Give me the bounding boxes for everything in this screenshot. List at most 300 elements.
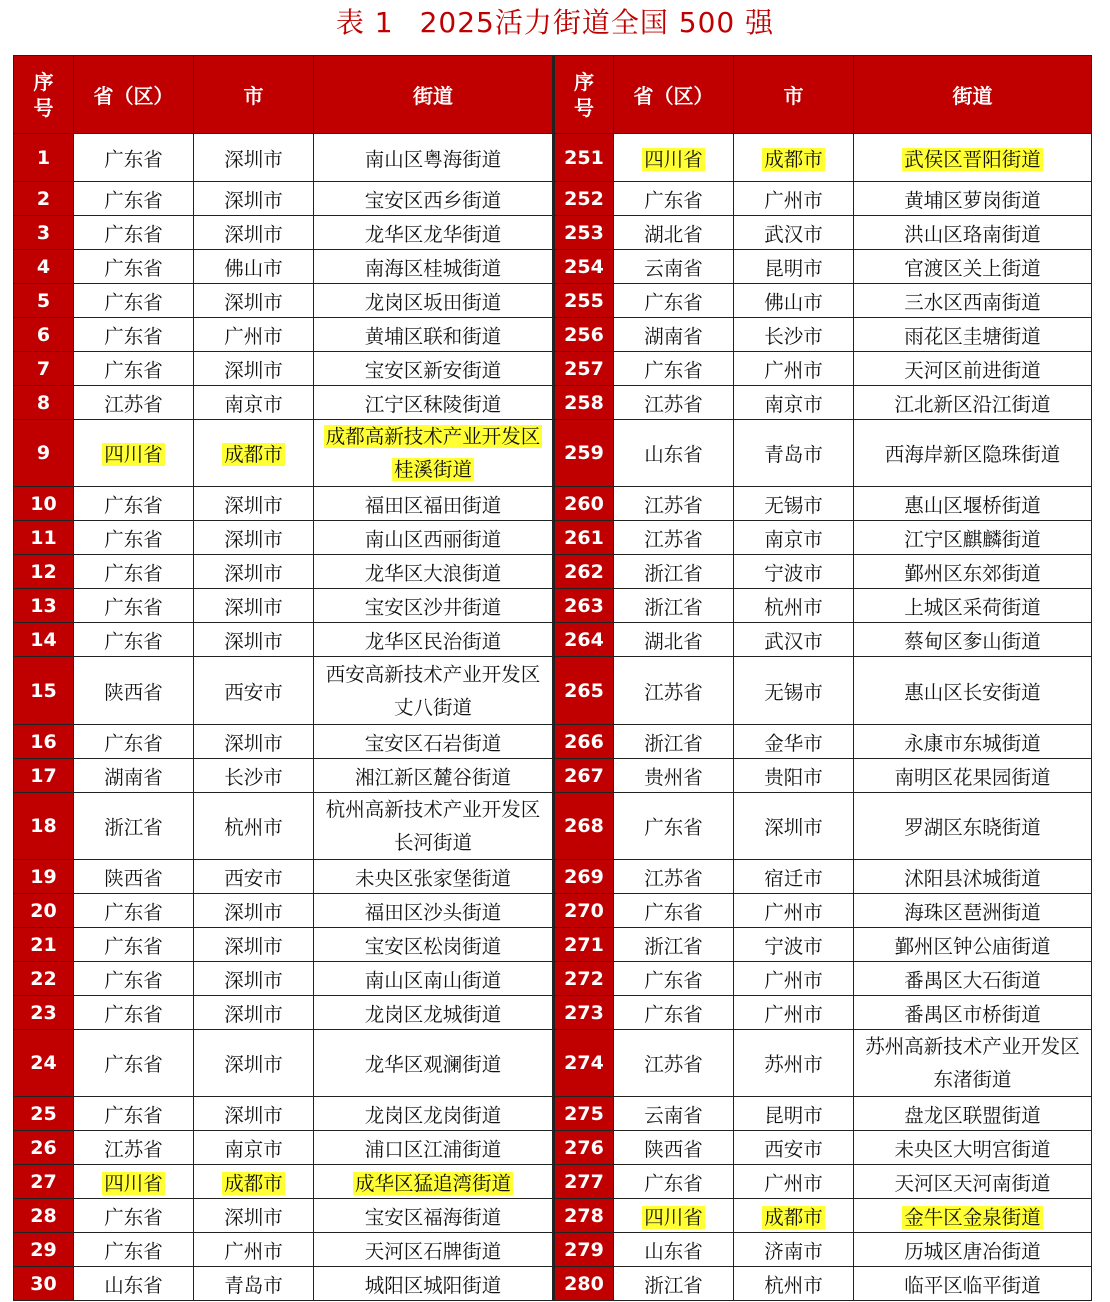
- city-cell: [734, 725, 854, 759]
- street-cell: [314, 1199, 554, 1233]
- rank-cell: [14, 928, 74, 962]
- rank-cell-text: 5: [36, 289, 51, 312]
- province-cell: [74, 1030, 194, 1097]
- city-cell-text: 成都市: [764, 147, 823, 171]
- table-row: [14, 1030, 1092, 1097]
- city-cell-text: 成都市: [764, 1205, 823, 1229]
- rank-cell: [554, 759, 614, 793]
- street-cell: [854, 793, 1092, 860]
- table-row: [14, 521, 1092, 555]
- province-cell-text: 江苏省: [644, 527, 703, 551]
- rank-cell: [14, 134, 74, 182]
- province-cell-text: 广东省: [644, 290, 703, 314]
- province-cell: [74, 860, 194, 894]
- rank-cell: [554, 793, 614, 860]
- city-cell-text: 深圳市: [224, 900, 283, 924]
- header-seq-left: 序 号: [14, 56, 74, 134]
- table-row: [14, 386, 1092, 420]
- city-cell: [734, 860, 854, 894]
- city-cell-text: 广州市: [764, 188, 823, 212]
- rank-cell-text: 278: [564, 1204, 604, 1227]
- province-cell: [74, 1131, 194, 1165]
- city-cell: [194, 1267, 314, 1301]
- table-row: [14, 1233, 1092, 1267]
- rank-cell: [554, 555, 614, 589]
- province-cell: [74, 996, 194, 1030]
- province-cell: [614, 250, 734, 284]
- rank-cell-text: 8: [36, 391, 51, 414]
- table-row: [14, 793, 1092, 860]
- table-row: [14, 284, 1092, 318]
- rank-cell-text: 279: [564, 1238, 604, 1261]
- rank-cell: [554, 216, 614, 250]
- rank-cell-text: 3: [36, 221, 51, 244]
- street-cell: [314, 725, 554, 759]
- city-cell-text: 深圳市: [224, 934, 283, 958]
- province-cell-text: 浙江省: [644, 934, 703, 958]
- city-cell: [734, 216, 854, 250]
- province-cell: [614, 589, 734, 623]
- rank-cell-text: 277: [564, 1170, 604, 1193]
- province-cell-text: 山东省: [644, 443, 703, 466]
- rank-cell-text: 28: [30, 1204, 57, 1227]
- table-row: [14, 250, 1092, 284]
- street-cell-text: 宝安区沙井街道: [364, 595, 502, 619]
- province-cell: [614, 623, 734, 657]
- city-cell-text: 深圳市: [224, 527, 283, 551]
- street-cell: [854, 250, 1092, 284]
- rank-cell-text: 256: [564, 323, 604, 346]
- city-cell: [734, 555, 854, 589]
- province-cell-text: 四川省: [644, 147, 703, 171]
- province-cell: [614, 1165, 734, 1199]
- table-row: [14, 182, 1092, 216]
- street-cell-text: 苏州高新技术产业开发区 东渚街道: [865, 1035, 1080, 1091]
- city-cell-text: 深圳市: [224, 968, 283, 992]
- street-cell-text: 官渡区关上街道: [904, 256, 1041, 280]
- province-cell: [74, 657, 194, 725]
- city-cell: [734, 589, 854, 623]
- city-cell-text: 深圳市: [224, 629, 283, 653]
- province-cell-text: 浙江省: [644, 731, 703, 755]
- rank-cell-text: 22: [30, 967, 57, 990]
- city-cell: [734, 318, 854, 352]
- street-cell-text: 南明区花果园街道: [894, 765, 1051, 789]
- city-cell-text: 广州市: [764, 1002, 823, 1026]
- rank-cell: [14, 487, 74, 521]
- table-row: [14, 759, 1092, 793]
- street-cell: [854, 420, 1092, 487]
- province-cell-text: 广东省: [104, 595, 163, 619]
- street-cell-text: 龙华区观澜街道: [364, 1053, 502, 1076]
- street-cell: [854, 1097, 1092, 1131]
- city-cell-text: 广州市: [224, 1239, 283, 1263]
- city-cell-text: 深圳市: [224, 595, 283, 619]
- province-cell-text: 浙江省: [644, 595, 703, 619]
- city-cell-text: 广州市: [764, 968, 823, 992]
- street-cell-text: 武侯区晋阳街道: [904, 147, 1041, 171]
- city-cell-text: 广州市: [764, 900, 823, 924]
- city-cell-text: 深圳市: [224, 290, 283, 314]
- street-cell-text: 宝安区福海街道: [364, 1205, 502, 1229]
- province-cell-text: 广东省: [104, 900, 163, 924]
- table-title-text: 2025活力街道全国 500 强: [419, 6, 775, 39]
- city-cell-text: 青岛市: [224, 1273, 283, 1297]
- city-cell-text: 南京市: [764, 392, 823, 416]
- rank-cell-text: 269: [564, 865, 604, 888]
- rank-cell-text: 260: [564, 492, 604, 515]
- table-row: [14, 420, 1092, 487]
- street-cell: [854, 623, 1092, 657]
- street-cell: [854, 352, 1092, 386]
- city-cell-text: 西安市: [764, 1137, 823, 1161]
- city-cell: [194, 589, 314, 623]
- city-cell-text: 深圳市: [224, 188, 283, 212]
- city-cell-text: 宿迁市: [764, 866, 823, 890]
- city-cell-text: 深圳市: [224, 222, 283, 246]
- city-cell: [734, 134, 854, 182]
- street-cell: [854, 1233, 1092, 1267]
- rank-cell: [14, 250, 74, 284]
- province-cell: [614, 1233, 734, 1267]
- city-cell: [194, 657, 314, 725]
- province-cell: [614, 555, 734, 589]
- province-cell-text: 广东省: [104, 1205, 163, 1229]
- rank-cell-text: 23: [30, 1001, 57, 1024]
- province-cell-text: 江苏省: [644, 493, 703, 517]
- province-cell: [74, 1233, 194, 1267]
- rank-cell-text: 4: [36, 255, 51, 278]
- province-cell-text: 广东省: [644, 1171, 703, 1195]
- city-cell-text: 深圳市: [224, 1103, 283, 1127]
- province-cell: [614, 860, 734, 894]
- street-cell-text: 金牛区金泉街道: [904, 1205, 1041, 1229]
- street-cell-text: 历城区唐冶街道: [904, 1239, 1041, 1263]
- rank-cell-text: 274: [564, 1052, 604, 1074]
- city-cell-text: 杭州市: [764, 595, 823, 619]
- city-cell-text: 广州市: [764, 1171, 823, 1195]
- rank-cell-text: 275: [564, 1102, 604, 1125]
- province-cell-text: 广东省: [104, 629, 163, 653]
- province-cell: [614, 1030, 734, 1097]
- street-cell: [854, 860, 1092, 894]
- province-cell-text: 江苏省: [104, 1137, 163, 1161]
- rank-cell: [14, 1131, 74, 1165]
- province-cell: [614, 657, 734, 725]
- city-cell-text: 深圳市: [224, 147, 283, 171]
- rank-cell: [14, 1165, 74, 1199]
- table-row: [14, 318, 1092, 352]
- province-cell-text: 江苏省: [644, 680, 703, 704]
- street-cell: [854, 928, 1092, 962]
- province-cell: [74, 352, 194, 386]
- province-cell: [74, 962, 194, 996]
- rank-cell-text: 11: [30, 526, 57, 549]
- street-cell: [854, 894, 1092, 928]
- city-cell-text: 昆明市: [764, 1103, 823, 1127]
- province-cell-text: 浙江省: [644, 1273, 703, 1297]
- province-cell: [74, 759, 194, 793]
- city-cell: [194, 793, 314, 860]
- province-cell: [614, 1267, 734, 1301]
- province-cell: [614, 420, 734, 487]
- rank-cell: [554, 589, 614, 623]
- street-cell: [314, 521, 554, 555]
- street-cell: [314, 1030, 554, 1097]
- city-cell: [194, 1233, 314, 1267]
- province-cell-text: 广东省: [644, 968, 703, 992]
- province-cell: [74, 521, 194, 555]
- header-city-right: 市: [734, 56, 854, 134]
- street-cell-text: 南山区粤海街道: [364, 147, 502, 171]
- province-cell-text: 广东省: [104, 1239, 163, 1263]
- province-cell: [614, 318, 734, 352]
- city-cell: [734, 1131, 854, 1165]
- rank-cell-text: 265: [564, 679, 604, 702]
- province-cell-text: 广东省: [104, 968, 163, 992]
- table-row: [14, 589, 1092, 623]
- street-cell-text: 洪山区珞南街道: [904, 222, 1041, 246]
- street-cell-text: 南山区南山街道: [364, 968, 502, 992]
- street-cell: [854, 521, 1092, 555]
- province-cell: [74, 623, 194, 657]
- street-cell: [854, 1199, 1092, 1233]
- rank-cell: [14, 216, 74, 250]
- rank-cell-text: 29: [30, 1238, 57, 1261]
- city-cell-text: 佛山市: [224, 256, 283, 280]
- rank-cell: [554, 1199, 614, 1233]
- rank-cell: [14, 318, 74, 352]
- rank-cell: [554, 996, 614, 1030]
- province-cell-text: 浙江省: [104, 816, 163, 839]
- rank-cell-text: 2: [36, 187, 51, 210]
- rank-cell: [14, 1267, 74, 1301]
- street-cell-text: 雨花区圭塘街道: [904, 324, 1041, 348]
- street-cell-text: 天河区天河南街道: [894, 1171, 1051, 1195]
- city-cell: [734, 759, 854, 793]
- province-cell-text: 陕西省: [644, 1137, 703, 1161]
- street-cell-text: 黄埔区联和街道: [364, 324, 502, 348]
- province-cell: [74, 420, 194, 487]
- table-row: [14, 996, 1092, 1030]
- rank-cell: [554, 386, 614, 420]
- rank-cell-text: 251: [564, 146, 604, 169]
- city-cell: [194, 725, 314, 759]
- street-cell: [314, 134, 554, 182]
- city-cell: [194, 1131, 314, 1165]
- street-cell-text: 天河区石牌街道: [364, 1239, 502, 1263]
- city-cell-text: 贵阳市: [764, 765, 823, 789]
- city-cell: [194, 759, 314, 793]
- city-cell: [194, 318, 314, 352]
- province-cell: [74, 1097, 194, 1131]
- city-cell: [194, 521, 314, 555]
- province-cell: [74, 216, 194, 250]
- header-city-left: 市: [194, 56, 314, 134]
- rank-cell-text: 20: [30, 899, 57, 922]
- rank-cell-text: 257: [564, 357, 604, 380]
- rank-cell-text: 15: [30, 679, 57, 702]
- province-cell-text: 湖北省: [644, 629, 703, 653]
- city-cell-text: 昆明市: [764, 256, 823, 280]
- street-cell-text: 宝安区松岗街道: [364, 934, 502, 958]
- city-cell: [734, 1199, 854, 1233]
- city-cell: [734, 487, 854, 521]
- street-cell: [854, 1131, 1092, 1165]
- city-cell-text: 南京市: [224, 392, 283, 416]
- city-cell-text: 金华市: [764, 731, 823, 755]
- street-cell: [314, 1267, 554, 1301]
- street-cell: [854, 386, 1092, 420]
- province-cell-text: 四川省: [644, 1205, 703, 1229]
- province-cell-text: 广东省: [104, 324, 163, 348]
- rank-cell-text: 13: [30, 594, 57, 617]
- rank-cell: [554, 250, 614, 284]
- street-cell: [854, 555, 1092, 589]
- province-cell-text: 广东省: [104, 358, 163, 382]
- street-cell: [314, 759, 554, 793]
- rank-cell: [554, 352, 614, 386]
- province-cell-text: 广东省: [104, 290, 163, 314]
- street-cell: [314, 555, 554, 589]
- street-cell: [314, 182, 554, 216]
- city-cell: [194, 1097, 314, 1131]
- street-cell-text: 龙华区大浪街道: [364, 561, 502, 585]
- rank-cell: [14, 860, 74, 894]
- city-cell: [734, 352, 854, 386]
- rank-cell: [554, 657, 614, 725]
- rank-cell-text: 263: [564, 594, 604, 617]
- street-cell: [314, 352, 554, 386]
- table-title: [0, 0, 1110, 50]
- street-cell: [314, 250, 554, 284]
- table-row: [14, 487, 1092, 521]
- rank-cell-text: 264: [564, 628, 604, 651]
- header-street-right: 街道: [854, 56, 1092, 134]
- city-cell-text: 深圳市: [224, 358, 283, 382]
- city-cell: [194, 894, 314, 928]
- province-cell-text: 江苏省: [644, 1053, 703, 1076]
- street-cell: [314, 216, 554, 250]
- rank-cell-text: 16: [30, 730, 57, 753]
- street-cell-text: 宝安区新安街道: [364, 358, 502, 382]
- street-cell: [854, 284, 1092, 318]
- province-cell: [614, 216, 734, 250]
- city-cell: [734, 1233, 854, 1267]
- street-cell-text: 湘江新区麓谷街道: [354, 765, 511, 789]
- rank-cell-text: 19: [30, 865, 57, 888]
- street-cell-text: 宝安区石岩街道: [364, 731, 502, 755]
- street-cell: [854, 657, 1092, 725]
- city-cell-text: 成都市: [224, 1171, 283, 1195]
- street-cell: [314, 1131, 554, 1165]
- city-cell: [734, 182, 854, 216]
- street-cell-text: 惠山区长安街道: [904, 680, 1041, 704]
- table-number: 表 1: [335, 6, 394, 39]
- province-cell: [74, 487, 194, 521]
- table-row: [14, 1199, 1092, 1233]
- city-cell-text: 深圳市: [224, 1205, 283, 1229]
- city-cell-text: 杭州市: [224, 816, 283, 839]
- city-cell-text: 南京市: [224, 1137, 283, 1161]
- province-cell-text: 广东省: [104, 222, 163, 246]
- province-cell: [614, 996, 734, 1030]
- rank-cell: [14, 555, 74, 589]
- street-cell: [314, 284, 554, 318]
- rank-cell-text: 6: [36, 323, 51, 346]
- street-cell-text: 海珠区琶洲街道: [904, 900, 1041, 924]
- city-cell: [734, 1165, 854, 1199]
- city-cell: [194, 386, 314, 420]
- province-cell-text: 湖南省: [644, 324, 703, 348]
- city-cell-text: 广州市: [764, 358, 823, 382]
- city-cell: [194, 962, 314, 996]
- street-cell-text: 江北新区沿江街道: [894, 392, 1051, 416]
- rank-cell: [14, 962, 74, 996]
- table-row: [14, 216, 1092, 250]
- rank-cell-text: 280: [564, 1272, 604, 1295]
- street-cell-text: 成都高新技术产业开发区 桂溪街道: [325, 425, 541, 481]
- rank-cell: [14, 1199, 74, 1233]
- province-cell: [614, 1097, 734, 1131]
- rank-cell-text: 26: [30, 1136, 57, 1159]
- city-cell-text: 南京市: [764, 527, 823, 551]
- table-row: [14, 555, 1092, 589]
- street-cell-text: 福田区福田街道: [364, 493, 502, 517]
- city-cell-text: 宁波市: [764, 934, 823, 958]
- rank-cell-text: 25: [30, 1102, 57, 1125]
- street-cell-text: 城阳区城阳街道: [364, 1273, 502, 1297]
- street-cell-text: 鄞州区东郊街道: [904, 561, 1041, 585]
- rank-cell-text: 18: [30, 815, 57, 837]
- city-cell: [194, 352, 314, 386]
- province-cell: [614, 894, 734, 928]
- rank-cell-text: 252: [564, 187, 604, 210]
- rank-cell-text: 24: [30, 1052, 57, 1074]
- province-cell-text: 广东省: [104, 147, 163, 171]
- street-cell: [854, 1030, 1092, 1097]
- street-cell-text: 龙岗区坂田街道: [364, 290, 502, 314]
- city-cell: [194, 555, 314, 589]
- street-cell: [854, 182, 1092, 216]
- rank-cell: [14, 182, 74, 216]
- province-cell: [614, 725, 734, 759]
- province-cell: [614, 352, 734, 386]
- rank-cell-text: 276: [564, 1136, 604, 1159]
- city-cell: [194, 996, 314, 1030]
- province-cell: [74, 318, 194, 352]
- rank-cell-text: 27: [30, 1170, 57, 1193]
- city-cell-text: 青岛市: [764, 443, 823, 466]
- table-row: [14, 1267, 1092, 1301]
- province-cell-text: 四川省: [104, 443, 163, 466]
- street-cell-text: 西海岸新区隐珠街道: [884, 443, 1061, 466]
- rank-cell-text: 9: [36, 442, 51, 464]
- province-cell: [74, 725, 194, 759]
- street-cell: [314, 1165, 554, 1199]
- street-cell: [854, 962, 1092, 996]
- rank-cell-text: 270: [564, 899, 604, 922]
- city-cell: [194, 216, 314, 250]
- city-cell: [734, 1097, 854, 1131]
- city-cell: [734, 996, 854, 1030]
- rank-cell: [14, 623, 74, 657]
- rank-cell-text: 14: [30, 628, 57, 651]
- city-cell-text: 武汉市: [764, 222, 823, 246]
- province-cell-text: 江苏省: [644, 866, 703, 890]
- street-cell-text: 临平区临平街道: [904, 1273, 1041, 1297]
- rank-cell: [14, 725, 74, 759]
